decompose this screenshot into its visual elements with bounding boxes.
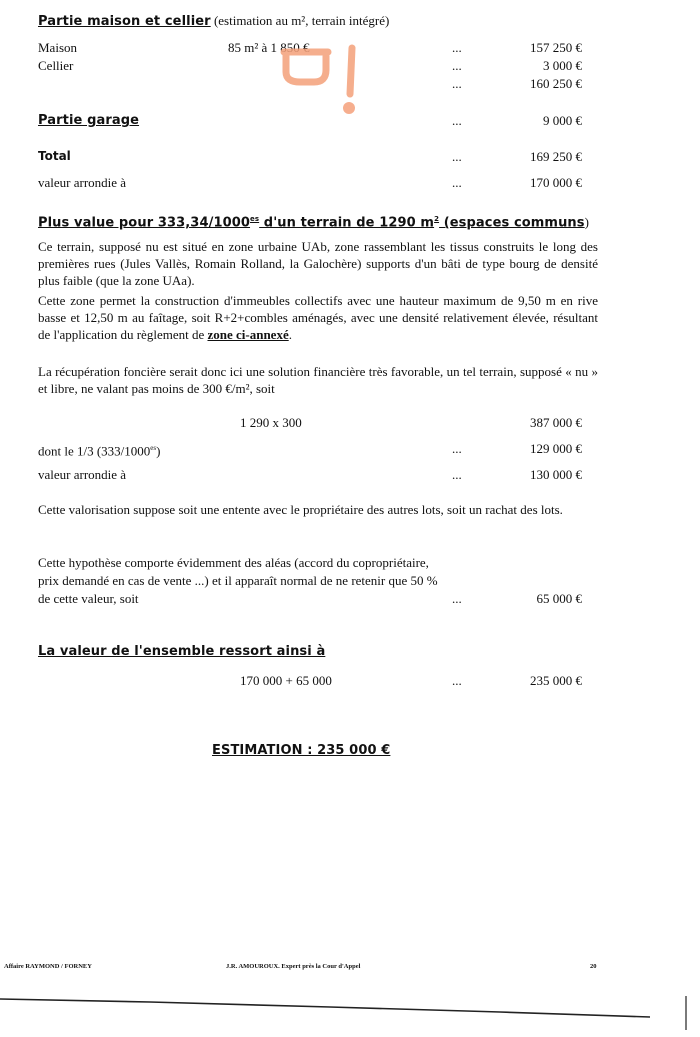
- paragraph-valorisation: Cette valorisation suppose soit une entente avec le propriétaire des autres lots, soit un rachat des lots.: [38, 502, 563, 517]
- row-dots: ...: [452, 113, 462, 128]
- row-label: valeur arrondie à: [38, 467, 127, 482]
- row-value: 3 000 €: [543, 58, 582, 73]
- row-value: 130 000 €: [530, 467, 582, 482]
- row-value: 170 000 €: [530, 175, 582, 190]
- row-label: valeur arrondie à: [38, 175, 127, 190]
- row-value: 387 000 €: [530, 415, 582, 430]
- footer-expert: J.R. AMOUROUX. Expert près la Cour d'Appel: [226, 963, 361, 970]
- stamp-mark-icon: [280, 42, 376, 118]
- row-value: 160 250 €: [530, 76, 582, 91]
- footer-page-number: 20: [590, 963, 597, 970]
- row-value: 129 000 €: [530, 441, 582, 456]
- row-dots: ...: [452, 149, 462, 164]
- row-dots: ...: [452, 175, 462, 190]
- total-label: Total: [38, 149, 71, 163]
- row-dots: ...: [452, 467, 462, 482]
- row-dots: ...: [452, 591, 462, 606]
- heading-plus-value: Plus value pour $333,34/1000^{es}$ d'un terrain de 1290 $m^2$ (espaces communs): [38, 214, 589, 231]
- scan-edge-line: [0, 990, 700, 1037]
- estimation-total: ESTIMATION : 235 000 €: [212, 743, 391, 758]
- heading-maison-cellier: Partie maison et cellier: [38, 14, 211, 29]
- row-value: 65 000 €: [536, 591, 582, 606]
- row-value: 157 250 €: [530, 40, 582, 55]
- row-detail: 85 m² à 1 850 €: [228, 40, 310, 55]
- row-detail: 1 290 x 300: [240, 415, 302, 430]
- row-dots: ...: [452, 58, 462, 73]
- paragraph-zone-rules: Cette zone permet la construction d'immeubles collectifs avec une hauteur maximum de 9,50 m en rive basse et 12,50 m au faîtage, soit R+2+combles aménagés, avec une densité relativement élevée, résultant de l'application du règlement de zone ci-annexé.: [38, 293, 598, 342]
- row-dots: ...: [452, 40, 462, 55]
- heading-valeur-ensemble: La valeur de l'ensemble ressort ainsi à: [38, 644, 326, 659]
- heading-garage: Partie garage: [38, 113, 140, 128]
- row-label: Maison: [38, 40, 77, 55]
- row-dots: ...: [452, 76, 462, 91]
- heading-maison-cellier-note: (estimation au m², terrain intégré): [213, 13, 390, 28]
- zone-annex-link[interactable]: zone ci-annexé: [207, 327, 289, 342]
- section-maison-cellier-heading: [38, 12, 389, 30]
- row-label: Cellier: [38, 58, 74, 73]
- row-detail: 170 000 + 65 000: [240, 673, 332, 688]
- row-label: dont le 1/3 $(333/1000^{es})$: [38, 443, 161, 459]
- paragraph-zone-description: Ce terrain, supposé nu est situé en zone urbaine UAb, zone rassemblant les tissus construits le long des premières rues (Jules Vallès, Romain Rolland, la Galochère) supports d'un bâti de type bourg de densité plus faible (que la zone UAa).: [38, 239, 598, 288]
- row-value: 169 250 €: [530, 149, 582, 164]
- row-value: 235 000 €: [530, 673, 582, 688]
- footer-case-name: Affaire RAYMOND / FORNEY: [4, 963, 92, 970]
- row-dots: ...: [452, 441, 462, 456]
- row-dots: ...: [452, 673, 462, 688]
- row-value: 9 000 €: [543, 113, 582, 128]
- paragraph-recuperation: La récupération foncière serait donc ici une solution financière très favorable, un tel terrain, supposé « nu » et libre, ne valant pas moins de 300 €/m², soit: [38, 364, 598, 396]
